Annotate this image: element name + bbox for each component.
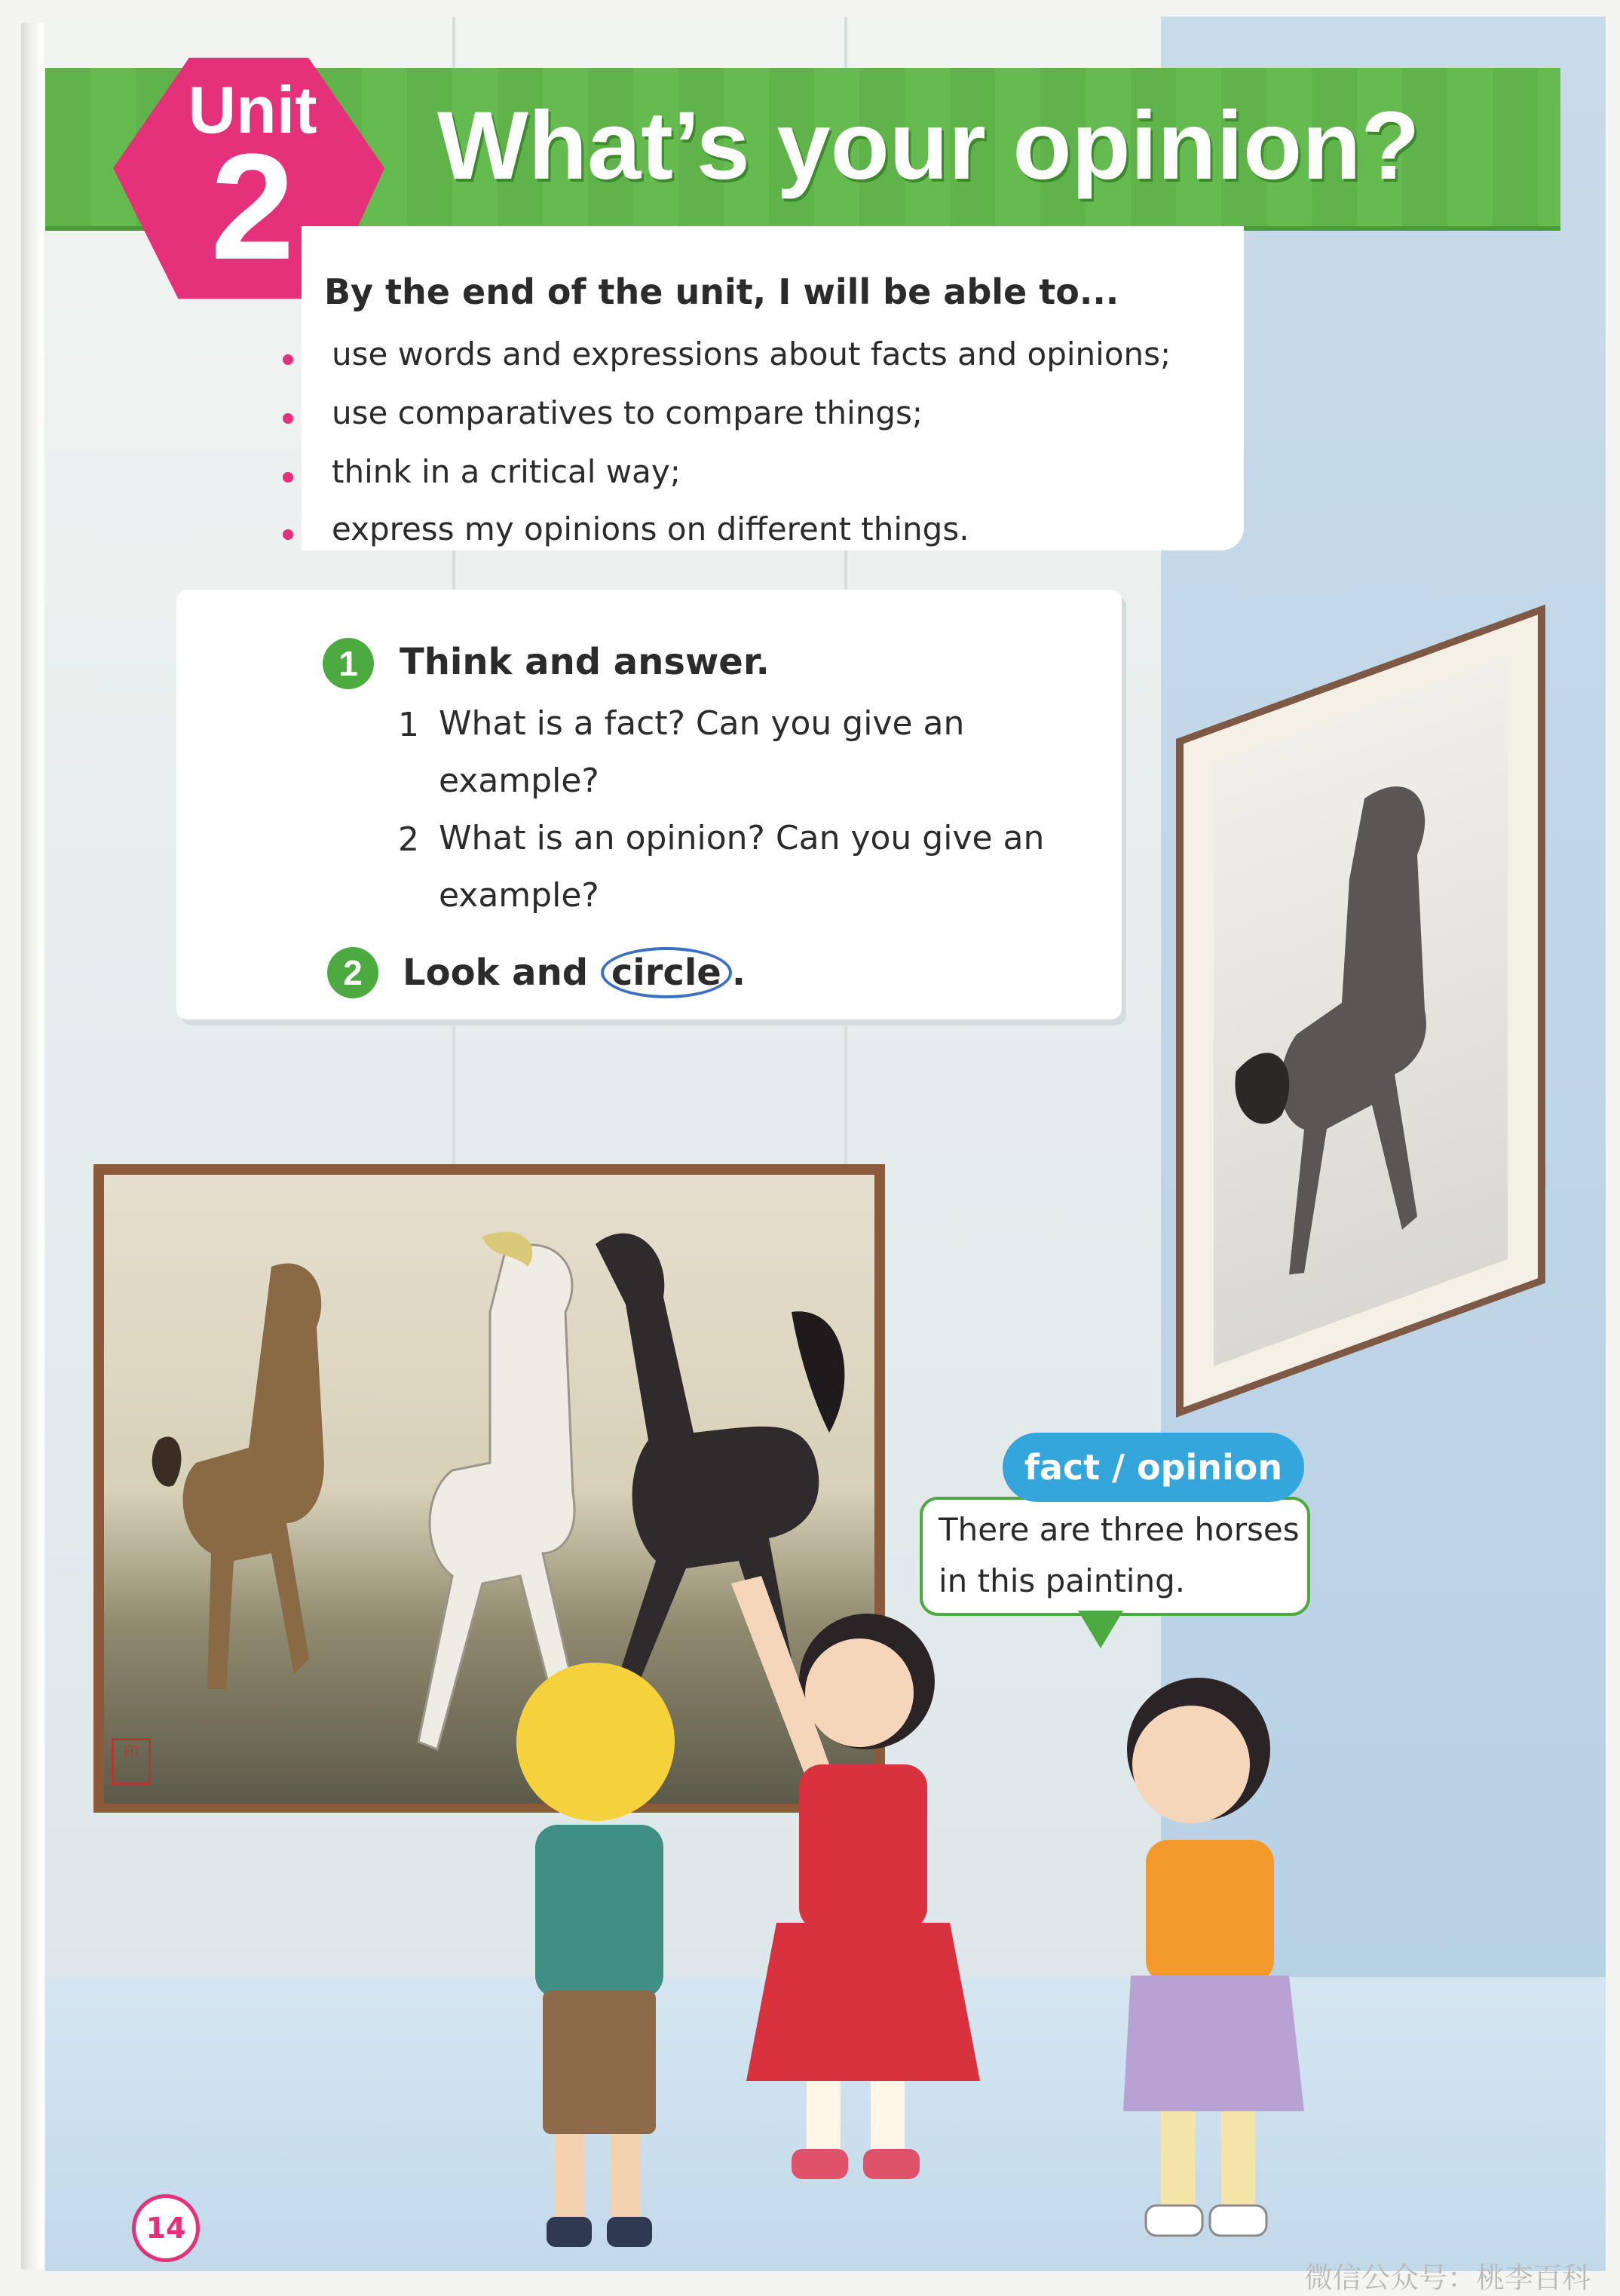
boy-illustration xyxy=(482,1651,709,2262)
girl-thinking-illustration xyxy=(1055,1651,1327,2262)
question-number: 2 xyxy=(398,820,419,859)
girl-pointing-illustration xyxy=(716,1568,988,2187)
objective-item: use words and expressions about facts and opinions; xyxy=(332,336,1171,372)
circled-word: circle xyxy=(601,947,732,998)
artist-seal-icon: 印 xyxy=(112,1738,151,1785)
book-page-edge xyxy=(21,23,44,2270)
unit-label: Unit xyxy=(188,72,317,147)
activity-2-title-text: Look and xyxy=(403,952,601,994)
running-horse-icon xyxy=(1214,656,1508,1366)
objectives-heading: By the end of the unit, I will be able to... xyxy=(324,271,1119,312)
side-horse-painting xyxy=(1214,656,1508,1366)
bullet-icon xyxy=(283,354,293,365)
speech-bubble-text: There are three horses in this painting. xyxy=(939,1511,1300,1599)
objective-item: think in a critical way; xyxy=(332,453,681,490)
objective-item: express my opinions on different things. xyxy=(332,510,969,547)
bullet-icon xyxy=(283,529,293,540)
side-painting-frame xyxy=(1176,605,1545,1418)
watermark: 微信公众号：桃李百科 xyxy=(1304,2261,1591,2294)
question-text: What is a fact? Can you give an example? xyxy=(439,704,965,800)
activity-2-title-period: . xyxy=(731,952,746,994)
brown-horse-icon xyxy=(136,1237,377,1719)
page-number: 14 xyxy=(132,2194,200,2262)
activity-1-number: 1 xyxy=(323,638,374,689)
activity-1-title: Think and answer. xyxy=(400,641,770,683)
question-text: What is an opinion? Can you give an example? xyxy=(439,819,1045,915)
activity-2-title xyxy=(403,947,746,998)
unit-number: 2 xyxy=(210,123,295,291)
fact-opinion-tag[interactable]: fact / opinion xyxy=(1003,1433,1304,1502)
objective-item: use comparatives to compare things; xyxy=(332,394,923,431)
speech-bubble-tail xyxy=(1078,1611,1123,1648)
page-title: What’s your opinion? xyxy=(437,92,1420,200)
bullet-icon xyxy=(283,472,293,483)
bullet-icon xyxy=(283,413,293,424)
activity-2-number: 2 xyxy=(327,947,378,998)
question-number: 1 xyxy=(398,706,419,744)
